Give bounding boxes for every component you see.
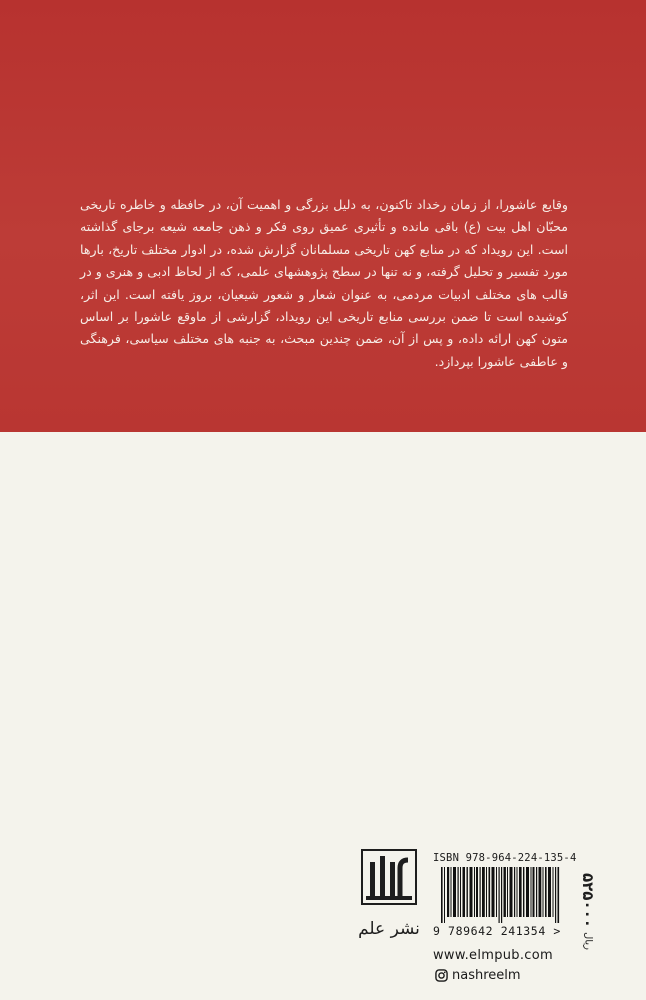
isbn-label: ISBN 978-964-224-135-4 [433,852,577,864]
publisher-logo-text: نشر علم [358,919,420,939]
cover-top-panel [0,0,646,432]
barcode-digits: 9 789642 241354 > [433,924,561,938]
price-unit: ریال [582,931,594,950]
price-value: ۵۲۵۰۰۰ [579,872,597,928]
website-link[interactable]: www.elmpub.com [433,948,553,963]
blurb-text: وقایع عاشورا، از زمان رخداد تاکنون، به دلیل بزرگی و اهمیت آن، در حافظه و خاطره تاریخی محبّان اهل بیت (ع) باقی مانده و تأثیری عمیق روی فکر و ذهن جامعه شیعه برجای گذاشته است. این رویداد که در منابع کهن تاریخی مسلمانان گزارش شده، در ادوار مختلف تاریخ، بارها مورد تفسیر و تحلیل گرفته، و نه تنها در سطح پژوهشهای علمی، که از لحاظ ادبی و هنری و در قالب های مختلف ادبیات مردمی، به عنوان شعار و شعور شیعیان، بروز یافته است. این اثر، کوشیده است تا ضمن بررسی منابع تاریخی این رویداد، گزارشی از ماوقع عاشورا بر اساس متون کهن ارائه داده، و پس از آن، ضمن چندین مبحث، به جنبه های مختلف سیاسی، فرهنگی و عاطفی عاشورا بپردازد. [80,197,568,369]
social-handle: nashreelm [452,968,521,983]
price-block [573,866,603,956]
publisher-logo-icon [358,848,420,952]
barcode [441,867,561,923]
social-handle-row[interactable] [435,968,521,983]
instagram-icon [435,969,448,982]
